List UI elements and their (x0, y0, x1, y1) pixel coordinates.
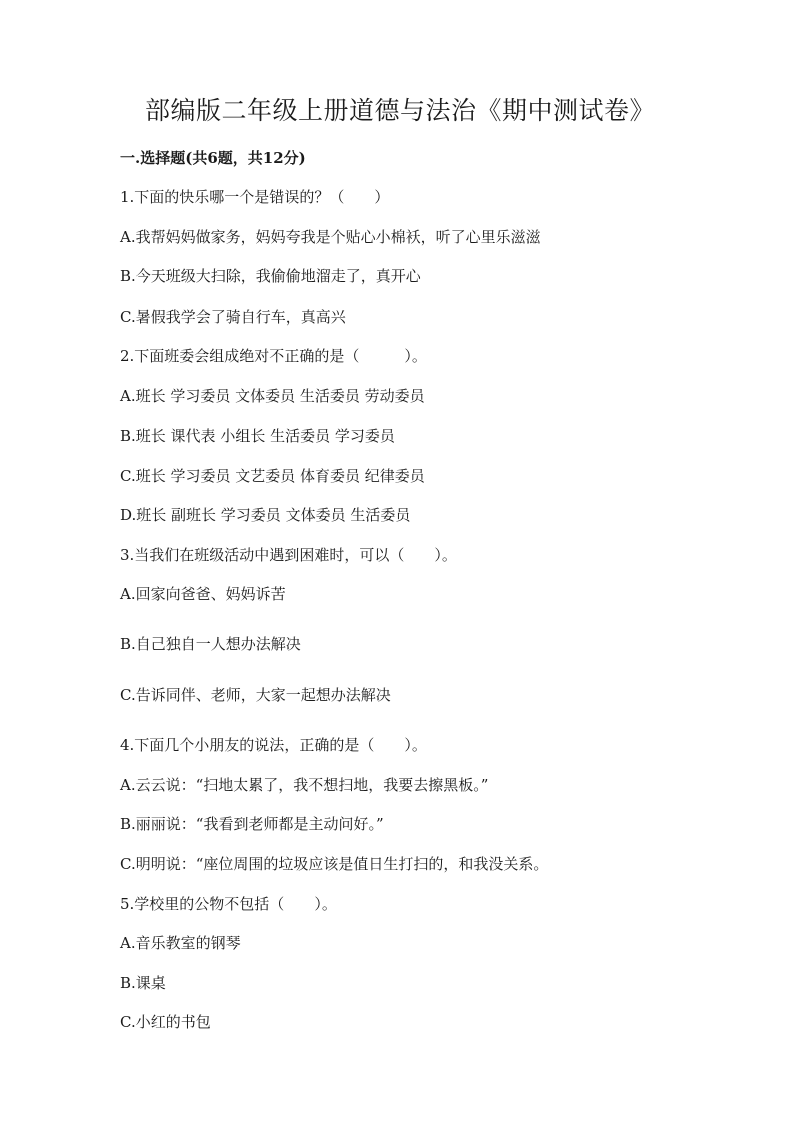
question-5-option-c: C.小红的书包 (120, 1013, 211, 1031)
question-3-option-b: B.自己独自一人想办法解决 (120, 635, 301, 653)
question-4: 4.下面几个小朋友的说法，正确的是（ ）。 (120, 736, 427, 754)
question-2-option-a: A.班长 学习委员 文体委员 生活委员 劳动委员 (120, 387, 425, 405)
question-1-option-a: A.我帮妈妈做家务，妈妈夸我是个贴心小棉袄，听了心里乐滋滋 (120, 228, 541, 246)
question-2-option-d: D.班长 副班长 学习委员 文体委员 生活委员 (120, 506, 411, 524)
question-4-option-b: B.丽丽说：“我看到老师都是主动问好。” (120, 815, 384, 833)
question-5: 5.学校里的公物不包括（ ）。 (120, 895, 337, 913)
question-4-option-a: A.云云说：“扫地太累了，我不想扫地，我要去擦黑板。” (120, 776, 489, 794)
question-1: 1.下面的快乐哪一个是错误的？（ ） (120, 188, 390, 206)
question-5-option-a: A.音乐教室的钢琴 (120, 934, 241, 952)
question-3-option-a: A.回家向爸爸、妈妈诉苦 (120, 585, 286, 603)
question-4-option-c: C.明明说：“座位周围的垃圾应该是值日生打扫的，和我没关系。 (120, 855, 549, 873)
question-3-option-c: C.告诉同伴、老师，大家一起想办法解决 (120, 686, 391, 704)
question-5-option-b: B.课桌 (120, 974, 166, 992)
question-2-option-c: C.班长 学习委员 文艺委员 体育委员 纪律委员 (120, 467, 425, 485)
page-title: 部编版二年级上册道德与法治《期中测试卷》 (144, 96, 655, 125)
question-1-option-b: B.今天班级大扫除，我偷偷地溜走了，真开心 (120, 267, 421, 285)
question-2: 2.下面班委会组成绝对不正确的是（ ）。 (120, 347, 427, 365)
question-2-option-b: B.班长 课代表 小组长 生活委员 学习委员 (120, 427, 395, 445)
question-3: 3.当我们在班级活动中遇到困难时，可以（ ）。 (120, 546, 457, 564)
question-1-option-c: C.暑假我学会了骑自行车，真高兴 (120, 308, 346, 326)
section-heading: 一.选择题(共6题，共12分) (120, 149, 306, 167)
